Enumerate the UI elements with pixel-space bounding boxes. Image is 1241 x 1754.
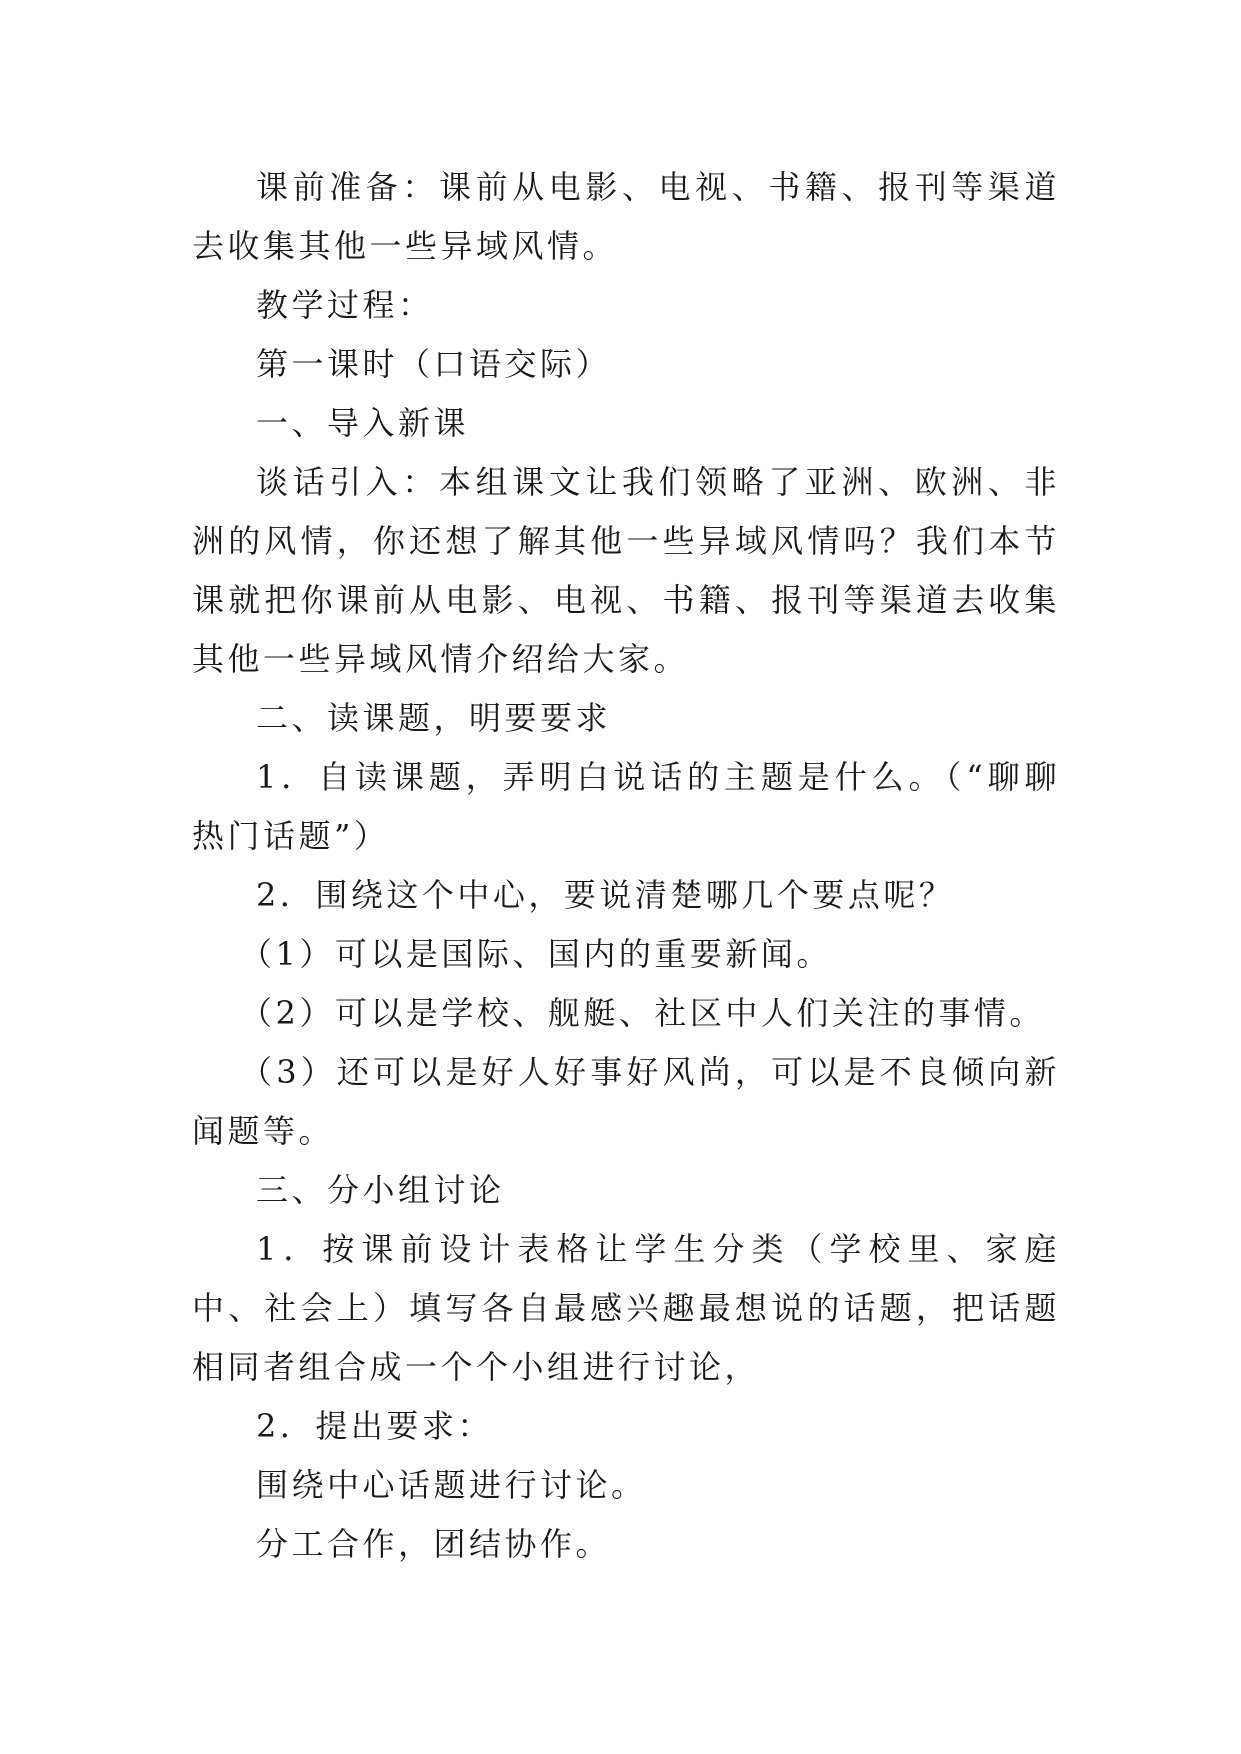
sub-item-good-deeds: （3）还可以是好人好事好风尚，可以是不良倾向新闻题等。	[192, 1053, 1060, 1150]
requirement-teamwork: 分工合作，团结协作。	[256, 1525, 612, 1563]
paragraph-lesson-preparation: 课前准备：课前从电影、电视、书籍、报刊等渠道去收集其他一些异域风情。	[192, 168, 1060, 265]
section-heading-group-discussion: 三、分小组讨论	[256, 1171, 505, 1209]
sub-item-community: （2）可以是学校、舰艇、社区中人们关注的事情。	[240, 994, 1045, 1032]
section-heading-read-topic: 二、读课题，明要要求	[256, 699, 612, 737]
list-item-form-groups: 1．按课前设计表格让学生分类（学校里、家庭中、社会上）填写各自最感兴趣最想说的话题，把话题相同者组合成一个个小组进行讨论，	[192, 1230, 1060, 1386]
paragraph-first-lesson-title: 第一课时（口语交际）	[256, 345, 612, 383]
paragraph-introduction-talk: 谈话引入：本组课文让我们领略了亚洲、欧洲、非洲的风情，你还想了解其他一些异域风情吗？我们本节课就把你课前从电影、电视、书籍、报刊等渠道去收集其他一些异域风情介绍给大家。	[192, 463, 1060, 678]
paragraph-teaching-process-heading: 教学过程：	[256, 286, 434, 324]
document-body	[192, 158, 1060, 1574]
list-item-key-points: 2．围绕这个中心，要说清楚哪几个要点呢？	[256, 876, 955, 914]
sub-item-news: （1）可以是国际、国内的重要新闻。	[240, 935, 832, 973]
list-item-requirements: 2．提出要求：	[256, 1407, 493, 1445]
list-item-read-topic: 1．自读课题，弄明白说话的主题是什么。（“聊聊热门话题”）	[192, 758, 1060, 855]
section-heading-introduction: 一、导入新课	[256, 404, 470, 442]
requirement-central-topic: 围绕中心话题进行讨论。	[256, 1466, 647, 1504]
